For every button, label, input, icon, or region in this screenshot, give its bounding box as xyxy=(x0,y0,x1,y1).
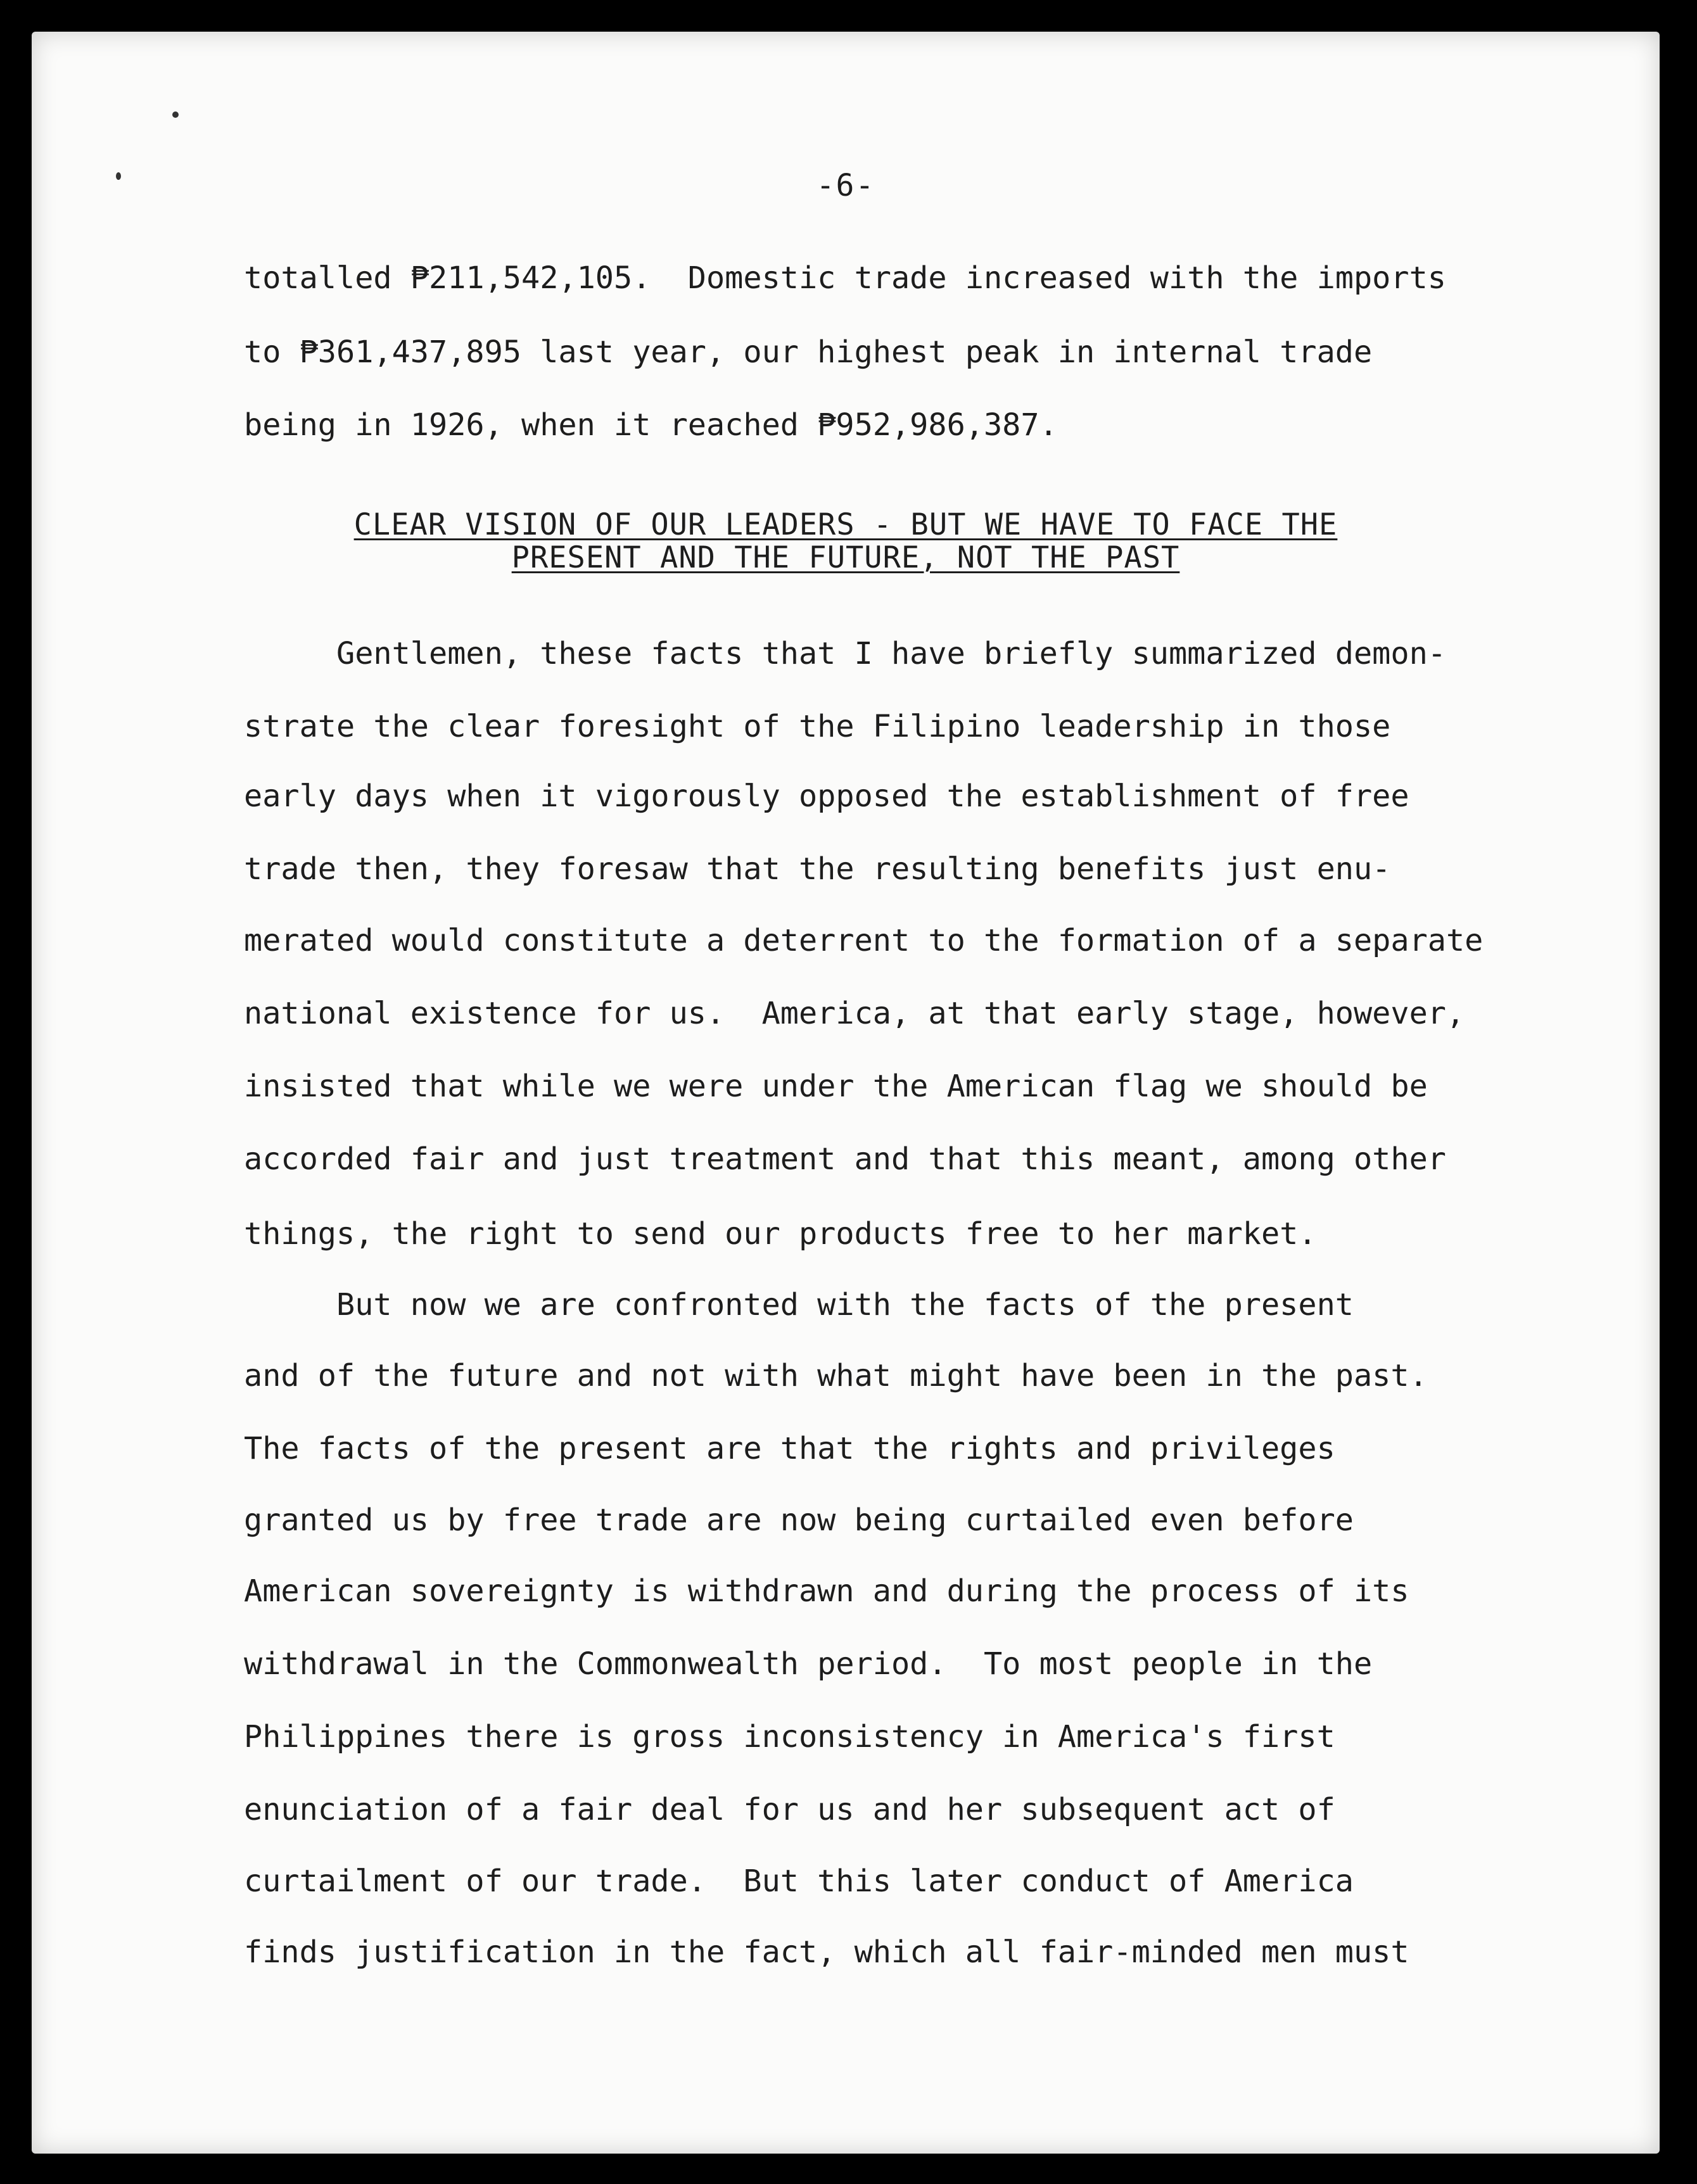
text-line: finds justification in the fact, which all fair-minded men must xyxy=(244,1934,1409,1970)
text-line: enunciation of a fair deal for us and her subsequent act of xyxy=(244,1792,1335,1827)
text-line: Gentlemen, these facts that I have briefly summarized demon- xyxy=(244,636,1446,671)
paper-speck xyxy=(172,111,179,118)
text-line: But now we are confronted with the facts of the present xyxy=(244,1287,1354,1323)
text-line: totalled ₱211,542,105. Domestic trade increased with the imports xyxy=(244,260,1446,296)
text-line: to ₱361,437,895 last year, our highest peak in internal trade xyxy=(244,334,1373,370)
text-line: curtailment of our trade. But this later conduct of America xyxy=(244,1863,1354,1899)
text-line: strate the clear foresight of the Filipino leadership in those xyxy=(244,709,1391,744)
page-number: -6- xyxy=(816,168,875,203)
heading-line: PRESENT AND THE FUTURE, NOT THE PAST xyxy=(511,540,1180,575)
text-line: withdrawal in the Commonwealth period. To most people in the xyxy=(244,1646,1373,1682)
text-line: national existence for us. America, at that early stage, however, xyxy=(244,996,1465,1031)
text-line: accorded fair and just treatment and that this meant, among other xyxy=(244,1141,1446,1177)
heading-line: CLEAR VISION OF OUR LEADERS - BUT WE HAVE TO FACE THE xyxy=(353,507,1338,542)
text-line: granted us by free trade are now being curtailed even before xyxy=(244,1502,1354,1538)
text-line: The facts of the present are that the rights and privileges xyxy=(244,1431,1335,1466)
text-line: Philippines there is gross inconsistency in America's first xyxy=(244,1719,1335,1755)
text-line: being in 1926, when it reached ₱952,986,387. xyxy=(244,407,1058,443)
section-heading xyxy=(32,509,1660,575)
text-line: merated would constitute a deterrent to the formation of a separate xyxy=(244,923,1484,958)
text-line: and of the future and not with what might have been in the past. xyxy=(244,1358,1428,1394)
document-page xyxy=(32,32,1660,2154)
text-line: trade then, they foresaw that the resulting benefits just enu- xyxy=(244,851,1391,887)
text-line: insisted that while we were under the American flag we should be xyxy=(244,1069,1428,1104)
text-line: things, the right to send our products free to her market. xyxy=(244,1216,1317,1252)
text-line: American sovereignty is withdrawn and during the process of its xyxy=(244,1573,1409,1609)
text-line: early days when it vigorously opposed the establishment of free xyxy=(244,778,1409,814)
